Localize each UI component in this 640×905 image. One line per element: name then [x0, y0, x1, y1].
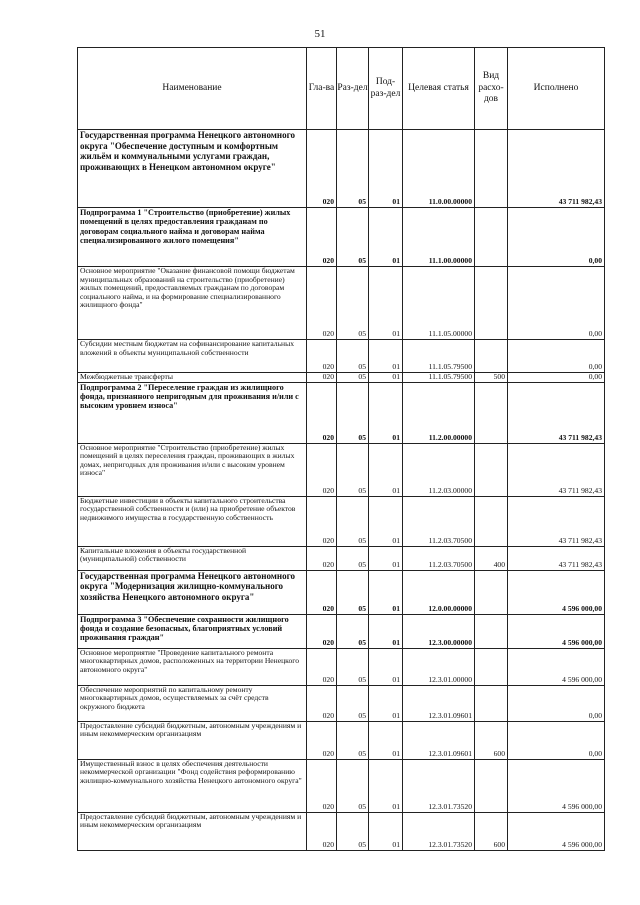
- row-target: 11.2.00.00000: [403, 382, 475, 443]
- table-row: [78, 570, 605, 614]
- header-target: Целевая статья: [403, 48, 475, 130]
- row-vid: [475, 130, 508, 208]
- row-glava: 020: [307, 685, 337, 721]
- row-target: 11.1.05.79500: [403, 373, 475, 383]
- row-name: Подпрограмма 3 "Обеспечение сохранности жилищного фонда и создание безопасных, благоприятных условий проживания граждан": [78, 614, 307, 648]
- table-row: [78, 340, 605, 373]
- header-vid: Вид расхо-дов: [475, 48, 508, 130]
- row-podrazdel: 01: [369, 130, 403, 208]
- row-podrazdel: 01: [369, 340, 403, 373]
- row-glava: 020: [307, 382, 337, 443]
- row-amount: 43 711 982,43: [508, 443, 605, 496]
- table-row: [78, 382, 605, 443]
- row-podrazdel: 01: [369, 614, 403, 648]
- row-name: Предоставление субсидий бюджетным, автономным учреждениям и иным некоммерческим организациям: [78, 721, 307, 759]
- row-glava: 020: [307, 267, 337, 340]
- row-name: Основное мероприятие "Строительство (приобретение) жилых помещений в целях переселения граждан, проживающих в жилых домах, непригодных для проживания и/или с высоким уровнем износа": [78, 443, 307, 496]
- row-vid: 400: [475, 546, 508, 570]
- row-name: Подпрограмма 2 "Переселение граждан из жилищного фонда, признанного непригодным для проживания и/или с высоким уровнем износа": [78, 382, 307, 443]
- row-razdel: 05: [337, 373, 369, 383]
- header-done: Исполнено: [508, 48, 605, 130]
- row-amount: 4 596 000,00: [508, 614, 605, 648]
- row-amount: 0,00: [508, 267, 605, 340]
- row-vid: 600: [475, 812, 508, 850]
- header-name: Наименование: [78, 48, 307, 130]
- row-podrazdel: 01: [369, 812, 403, 850]
- row-target: 11.0.00.00000: [403, 130, 475, 208]
- row-target: 12.3.00.00000: [403, 614, 475, 648]
- table-row: [78, 685, 605, 721]
- row-razdel: 05: [337, 685, 369, 721]
- row-razdel: 05: [337, 496, 369, 546]
- table-row: [78, 208, 605, 267]
- row-vid: [475, 614, 508, 648]
- row-name: Субсидии местным бюджетам на софинансирование капитальных вложений в объекты муниципальной собственности: [78, 340, 307, 373]
- row-name: Основное мероприятие "Проведение капитального ремонта многоквартирных домов, расположенных на территории Ненецкого автономного округа": [78, 648, 307, 685]
- row-vid: [475, 208, 508, 267]
- row-glava: 020: [307, 759, 337, 812]
- row-vid: [475, 340, 508, 373]
- header-podrazdel: Под-раз-дел: [369, 48, 403, 130]
- row-name: Межбюджетные трансферты: [78, 373, 307, 383]
- row-amount: 4 596 000,00: [508, 759, 605, 812]
- row-podrazdel: 01: [369, 267, 403, 340]
- row-name: Основное мероприятие "Оказание финансовой помощи бюджетам муниципальных образований на строительство (приобретение) жилых помещений, предоставляемых гражданам по договорам социального найма, и на формирование специализированного жилищного фонда": [78, 267, 307, 340]
- table-row: [78, 546, 605, 570]
- row-podrazdel: 01: [369, 648, 403, 685]
- row-razdel: 05: [337, 812, 369, 850]
- row-glava: 020: [307, 614, 337, 648]
- row-amount: 4 596 000,00: [508, 570, 605, 614]
- row-razdel: 05: [337, 759, 369, 812]
- row-target: 12.3.01.73520: [403, 812, 475, 850]
- row-amount: 43 711 982,43: [508, 382, 605, 443]
- row-amount: 0,00: [508, 685, 605, 721]
- row-amount: 0,00: [508, 373, 605, 383]
- row-amount: 0,00: [508, 208, 605, 267]
- row-razdel: 05: [337, 614, 369, 648]
- row-razdel: 05: [337, 570, 369, 614]
- row-razdel: 05: [337, 340, 369, 373]
- row-glava: 020: [307, 443, 337, 496]
- row-podrazdel: 01: [369, 721, 403, 759]
- row-amount: 0,00: [508, 340, 605, 373]
- row-vid: [475, 570, 508, 614]
- row-amount: 43 711 982,43: [508, 130, 605, 208]
- row-vid: 600: [475, 721, 508, 759]
- row-target: 12.3.01.73520: [403, 759, 475, 812]
- row-glava: 020: [307, 812, 337, 850]
- row-target: 12.0.00.00000: [403, 570, 475, 614]
- row-razdel: 05: [337, 267, 369, 340]
- row-razdel: 05: [337, 443, 369, 496]
- row-target: 12.3.01.00000: [403, 648, 475, 685]
- row-glava: 020: [307, 546, 337, 570]
- header-glava: Гла-ва: [307, 48, 337, 130]
- row-glava: 020: [307, 208, 337, 267]
- row-vid: [475, 496, 508, 546]
- row-amount: 4 596 000,00: [508, 648, 605, 685]
- row-vid: [475, 382, 508, 443]
- row-podrazdel: 01: [369, 382, 403, 443]
- row-name: Капитальные вложения в объекты государственной (муниципальной) собственности: [78, 546, 307, 570]
- row-razdel: 05: [337, 721, 369, 759]
- row-name: Бюджетные инвестиции в объекты капитального строительства государственной собственности и (или) на приобретение объектов недвижимого имущества в государственную собственность: [78, 496, 307, 546]
- row-target: 11.2.03.00000: [403, 443, 475, 496]
- row-target: 12.3.01.09601: [403, 685, 475, 721]
- table-row: [78, 721, 605, 759]
- row-podrazdel: 01: [369, 208, 403, 267]
- table-row: [78, 267, 605, 340]
- row-glava: 020: [307, 648, 337, 685]
- row-razdel: 05: [337, 382, 369, 443]
- table-row: [78, 759, 605, 812]
- row-razdel: 05: [337, 648, 369, 685]
- table-row: [78, 373, 605, 383]
- row-name: Предоставление субсидий бюджетным, автономным учреждениям и иным некоммерческим организациям: [78, 812, 307, 850]
- table-row: [78, 614, 605, 648]
- row-amount: 43 711 982,43: [508, 546, 605, 570]
- row-razdel: 05: [337, 130, 369, 208]
- row-amount: 4 596 000,00: [508, 812, 605, 850]
- row-target: 11.1.05.00000: [403, 267, 475, 340]
- table-row: [78, 130, 605, 208]
- row-target: 11.2.03.70500: [403, 496, 475, 546]
- row-vid: [475, 648, 508, 685]
- table-row: [78, 496, 605, 546]
- row-razdel: 05: [337, 208, 369, 267]
- row-vid: [475, 759, 508, 812]
- row-razdel: 05: [337, 546, 369, 570]
- header-row: [78, 48, 605, 130]
- row-podrazdel: 01: [369, 759, 403, 812]
- row-podrazdel: 01: [369, 443, 403, 496]
- row-vid: [475, 443, 508, 496]
- row-podrazdel: 01: [369, 546, 403, 570]
- row-name: Имущественный взнос в целях обеспечения деятельности некоммерческой организации "Фонд содействия реформированию жилищно-коммунального хозяйства Ненецкого автономного округа": [78, 759, 307, 812]
- row-glava: 020: [307, 130, 337, 208]
- row-glava: 020: [307, 721, 337, 759]
- row-target: 11.1.05.79500: [403, 340, 475, 373]
- row-name: Государственная программа Ненецкого автономного округа "Модернизация жилищно-коммунального хозяйства Ненецкого автономного округа": [78, 570, 307, 614]
- row-target: 11.1.00.00000: [403, 208, 475, 267]
- row-vid: 500: [475, 373, 508, 383]
- row-amount: 0,00: [508, 721, 605, 759]
- header-razdel: Раз-дел: [337, 48, 369, 130]
- budget-table: [77, 47, 605, 851]
- row-glava: 020: [307, 570, 337, 614]
- row-amount: 43 711 982,43: [508, 496, 605, 546]
- table-row: [78, 812, 605, 850]
- table-row: [78, 443, 605, 496]
- row-vid: [475, 685, 508, 721]
- row-podrazdel: 01: [369, 373, 403, 383]
- row-vid: [475, 267, 508, 340]
- row-podrazdel: 01: [369, 496, 403, 546]
- row-podrazdel: 01: [369, 685, 403, 721]
- row-glava: 020: [307, 340, 337, 373]
- row-name: Государственная программа Ненецкого автономного округа "Обеспечение доступным и комфортным жильём и коммунальными услугами граждан, проживающих в Ненецком автономном округе": [78, 130, 307, 208]
- row-glava: 020: [307, 496, 337, 546]
- row-target: 11.2.03.70500: [403, 546, 475, 570]
- page-number: 51: [314, 28, 326, 40]
- row-name: Подпрограмма 1 "Строительство (приобретение) жилых помещений в целях предоставления гражданам по договорам социального найма и договорам найма специализированного жилого помещения": [78, 208, 307, 267]
- row-podrazdel: 01: [369, 570, 403, 614]
- table-row: [78, 648, 605, 685]
- row-glava: 020: [307, 373, 337, 383]
- row-target: 12.3.01.09601: [403, 721, 475, 759]
- row-name: Обеспечение мероприятий по капитальному ремонту многоквартирных домов, осуществляемых за счёт средств окружного бюджета: [78, 685, 307, 721]
